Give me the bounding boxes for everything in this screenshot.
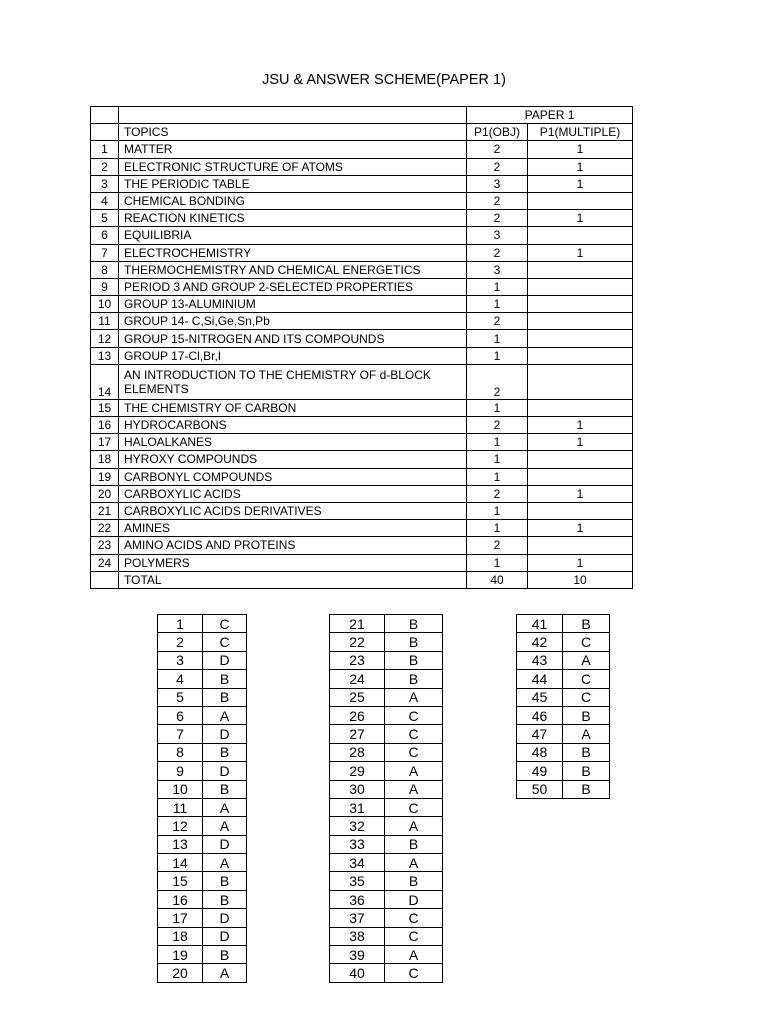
answer-row — [517, 706, 610, 724]
answer-letter: A — [203, 817, 247, 835]
answer-table-1 — [157, 614, 247, 983]
answer-row — [158, 725, 247, 743]
question-number: 1 — [158, 615, 203, 633]
total-label: TOTAL — [119, 571, 467, 588]
question-number: 17 — [158, 909, 203, 927]
obj-count: 1 — [467, 347, 528, 364]
multiple-count: 1 — [528, 244, 633, 261]
jsu-header-row-columns — [91, 124, 633, 141]
question-number: 25 — [330, 688, 385, 706]
obj-count: 2 — [467, 192, 528, 209]
answer-letter: C — [385, 909, 443, 927]
question-number: 13 — [158, 835, 203, 853]
topic-cell: CARBOXYLIC ACIDS — [119, 485, 467, 502]
answer-row — [330, 927, 443, 945]
answer-row — [330, 890, 443, 908]
row-number: 14 — [91, 364, 119, 399]
multiple-count — [528, 313, 633, 330]
multiple-count — [528, 399, 633, 416]
answer-row — [158, 633, 247, 651]
topic-cell: AN INTRODUCTION TO THE CHEMISTRY OF d-BLOCK ELEMENTS — [119, 364, 467, 399]
question-number: 9 — [158, 762, 203, 780]
row-number: 1 — [91, 141, 119, 158]
question-number: 47 — [517, 725, 563, 743]
table-row — [91, 399, 633, 416]
answer-row — [158, 743, 247, 761]
question-number: 40 — [330, 964, 385, 982]
answer-letter: B — [385, 633, 443, 651]
answer-row — [158, 706, 247, 724]
question-number: 8 — [158, 743, 203, 761]
row-number: 3 — [91, 175, 119, 192]
answer-letter: C — [203, 633, 247, 651]
answer-row — [158, 670, 247, 688]
table-row — [91, 554, 633, 571]
answer-row — [330, 854, 443, 872]
topic-cell: MATTER — [119, 141, 467, 158]
topic-cell: THERMOCHEMISTRY AND CHEMICAL ENERGETICS — [119, 261, 467, 278]
multiple-count — [528, 347, 633, 364]
answer-row — [330, 743, 443, 761]
answer-row — [158, 762, 247, 780]
answer-letter: B — [385, 615, 443, 633]
answer-letter: A — [385, 688, 443, 706]
row-number: 11 — [91, 313, 119, 330]
table-row — [91, 175, 633, 192]
obj-count: 1 — [467, 399, 528, 416]
table-row — [91, 227, 633, 244]
table-row — [91, 485, 633, 502]
row-number: 20 — [91, 485, 119, 502]
answer-letter: B — [203, 688, 247, 706]
question-number: 50 — [517, 780, 563, 798]
answer-letter: B — [203, 670, 247, 688]
obj-count: 2 — [467, 313, 528, 330]
multiple-header: P1(MULTIPLE) — [528, 124, 633, 141]
question-number: 38 — [330, 927, 385, 945]
answer-letter: A — [385, 854, 443, 872]
answer-letter: D — [203, 835, 247, 853]
question-number: 30 — [330, 780, 385, 798]
answer-row — [158, 909, 247, 927]
obj-count: 1 — [467, 502, 528, 519]
answer-row — [330, 946, 443, 964]
answer-letter: B — [563, 615, 610, 633]
answer-letter: A — [203, 964, 247, 982]
row-number: 17 — [91, 434, 119, 451]
question-number: 19 — [158, 946, 203, 964]
answer-table-2 — [329, 614, 443, 983]
question-number: 42 — [517, 633, 563, 651]
question-number: 39 — [330, 946, 385, 964]
answer-row — [517, 762, 610, 780]
answer-row — [158, 651, 247, 669]
multiple-count — [528, 261, 633, 278]
question-number: 15 — [158, 872, 203, 890]
answer-row — [158, 835, 247, 853]
answer-letter: C — [563, 688, 610, 706]
question-number: 12 — [158, 817, 203, 835]
paper-header: PAPER 1 — [467, 107, 633, 124]
obj-count: 2 — [467, 485, 528, 502]
obj-count: 2 — [467, 210, 528, 227]
obj-count: 2 — [467, 158, 528, 175]
jsu-header-row-paper — [91, 107, 633, 124]
topic-cell: GROUP 15-NITROGEN AND ITS COMPOUNDS — [119, 330, 467, 347]
multiple-count: 1 — [528, 175, 633, 192]
question-number: 28 — [330, 743, 385, 761]
row-number: 12 — [91, 330, 119, 347]
row-number: 2 — [91, 158, 119, 175]
answer-row — [158, 964, 247, 982]
topic-cell: HYDROCARBONS — [119, 417, 467, 434]
answer-letter: D — [203, 927, 247, 945]
row-number: 10 — [91, 296, 119, 313]
multiple-count — [528, 296, 633, 313]
question-number: 10 — [158, 780, 203, 798]
answer-row — [158, 798, 247, 816]
table-row — [91, 261, 633, 278]
question-number: 7 — [158, 725, 203, 743]
answer-letter: B — [385, 835, 443, 853]
question-number: 22 — [330, 633, 385, 651]
question-number: 21 — [330, 615, 385, 633]
answer-letter: B — [203, 780, 247, 798]
answer-row — [517, 651, 610, 669]
multiple-count: 1 — [528, 520, 633, 537]
answer-row — [330, 725, 443, 743]
topic-cell: HALOALKANES — [119, 434, 467, 451]
blank-cell — [91, 124, 119, 141]
question-number: 24 — [330, 670, 385, 688]
answer-letter: A — [203, 854, 247, 872]
multiple-count — [528, 192, 633, 209]
answer-letter: A — [203, 706, 247, 724]
answer-row — [330, 633, 443, 651]
answer-row — [517, 670, 610, 688]
multiple-count: 1 — [528, 417, 633, 434]
total-obj: 40 — [467, 571, 528, 588]
answer-letter: A — [563, 651, 610, 669]
multiple-count: 1 — [528, 554, 633, 571]
multiple-count — [528, 537, 633, 554]
question-number: 35 — [330, 872, 385, 890]
answer-letter: B — [385, 872, 443, 890]
question-number: 45 — [517, 688, 563, 706]
obj-count: 2 — [467, 537, 528, 554]
answer-table-3 — [516, 614, 610, 799]
answer-letter: B — [203, 872, 247, 890]
answer-letter: D — [203, 762, 247, 780]
row-number: 6 — [91, 227, 119, 244]
multiple-count — [528, 330, 633, 347]
multiple-count: 1 — [528, 210, 633, 227]
question-number: 32 — [330, 817, 385, 835]
question-number: 18 — [158, 927, 203, 945]
obj-count: 3 — [467, 227, 528, 244]
topic-cell: ELECTRONIC STRUCTURE OF ATOMS — [119, 158, 467, 175]
answer-row — [330, 835, 443, 853]
obj-count: 2 — [467, 244, 528, 261]
obj-count: 1 — [467, 451, 528, 468]
table-row — [91, 451, 633, 468]
total-multiple: 10 — [528, 571, 633, 588]
answer-letter: D — [385, 890, 443, 908]
topic-cell: CARBOXYLIC ACIDS DERIVATIVES — [119, 502, 467, 519]
answer-row — [158, 927, 247, 945]
answer-letter: C — [385, 927, 443, 945]
question-number: 49 — [517, 762, 563, 780]
question-number: 27 — [330, 725, 385, 743]
question-number: 5 — [158, 688, 203, 706]
topic-cell: ELECTROCHEMISTRY — [119, 244, 467, 261]
answer-letter: A — [385, 780, 443, 798]
answer-row — [330, 670, 443, 688]
answer-letter: B — [385, 651, 443, 669]
answer-row — [517, 615, 610, 633]
answer-row — [158, 615, 247, 633]
row-number: 18 — [91, 451, 119, 468]
answer-letter: A — [203, 798, 247, 816]
answer-letter: A — [385, 817, 443, 835]
answer-row — [330, 706, 443, 724]
topic-cell: EQUILIBRIA — [119, 227, 467, 244]
question-number: 46 — [517, 706, 563, 724]
question-number: 31 — [330, 798, 385, 816]
question-number: 29 — [330, 762, 385, 780]
answer-row — [330, 909, 443, 927]
answer-row — [517, 688, 610, 706]
multiple-count — [528, 227, 633, 244]
question-number: 33 — [330, 835, 385, 853]
answer-row — [158, 890, 247, 908]
answer-letter: C — [385, 798, 443, 816]
row-number: 13 — [91, 347, 119, 364]
row-number: 15 — [91, 399, 119, 416]
answer-row — [330, 798, 443, 816]
topic-cell: CHEMICAL BONDING — [119, 192, 467, 209]
row-number: 19 — [91, 468, 119, 485]
obj-count: 2 — [467, 417, 528, 434]
question-number: 34 — [330, 854, 385, 872]
row-number: 16 — [91, 417, 119, 434]
answer-letter: C — [385, 725, 443, 743]
obj-count: 3 — [467, 261, 528, 278]
obj-count: 2 — [467, 364, 528, 399]
question-number: 44 — [517, 670, 563, 688]
answer-letter: C — [563, 670, 610, 688]
row-number: 21 — [91, 502, 119, 519]
topic-cell: REACTION KINETICS — [119, 210, 467, 227]
obj-count: 1 — [467, 434, 528, 451]
row-number: 9 — [91, 278, 119, 295]
table-row — [91, 296, 633, 313]
answer-letter: B — [385, 670, 443, 688]
topic-cell: GROUP 17-Cl,Br,I — [119, 347, 467, 364]
answer-letter: A — [563, 725, 610, 743]
answer-letter: D — [203, 725, 247, 743]
multiple-count — [528, 468, 633, 485]
question-number: 20 — [158, 964, 203, 982]
multiple-count — [528, 451, 633, 468]
row-number: 24 — [91, 554, 119, 571]
obj-count: 1 — [467, 520, 528, 537]
multiple-count — [528, 278, 633, 295]
question-number: 41 — [517, 615, 563, 633]
question-number: 37 — [330, 909, 385, 927]
table-row — [91, 520, 633, 537]
question-number: 36 — [330, 890, 385, 908]
question-number: 3 — [158, 651, 203, 669]
question-number: 4 — [158, 670, 203, 688]
answer-row — [158, 688, 247, 706]
topic-cell: AMINO ACIDS AND PROTEINS — [119, 537, 467, 554]
table-row — [91, 468, 633, 485]
page-title: JSU & ANSWER SCHEME(PAPER 1) — [262, 72, 506, 88]
answer-row — [330, 780, 443, 798]
row-number: 8 — [91, 261, 119, 278]
answer-letter: A — [385, 946, 443, 964]
table-row — [91, 434, 633, 451]
table-row — [91, 278, 633, 295]
multiple-count: 1 — [528, 158, 633, 175]
answer-row — [158, 854, 247, 872]
question-number: 2 — [158, 633, 203, 651]
table-row — [91, 141, 633, 158]
answer-row — [330, 688, 443, 706]
question-number: 11 — [158, 798, 203, 816]
answer-letter: C — [385, 743, 443, 761]
answer-letter: B — [563, 706, 610, 724]
topics-header: TOPICS — [119, 124, 467, 141]
table-row — [91, 192, 633, 209]
answer-letter: C — [385, 964, 443, 982]
question-number: 6 — [158, 706, 203, 724]
multiple-count: 1 — [528, 485, 633, 502]
answer-letter: C — [203, 615, 247, 633]
topic-cell: POLYMERS — [119, 554, 467, 571]
answer-letter: D — [203, 651, 247, 669]
obj-count: 1 — [467, 468, 528, 485]
answer-row — [517, 780, 610, 798]
row-number: 4 — [91, 192, 119, 209]
blank-cell — [119, 107, 467, 124]
answer-letter: D — [203, 909, 247, 927]
question-number: 23 — [330, 651, 385, 669]
topic-cell: AMINES — [119, 520, 467, 537]
table-row — [91, 313, 633, 330]
table-row — [91, 244, 633, 261]
table-row — [91, 330, 633, 347]
obj-count: 1 — [467, 554, 528, 571]
topic-cell: PERIOD 3 AND GROUP 2-SELECTED PROPERTIES — [119, 278, 467, 295]
answer-letter: B — [563, 743, 610, 761]
topic-cell: HYROXY COMPOUNDS — [119, 451, 467, 468]
question-number: 43 — [517, 651, 563, 669]
obj-header: P1(OBJ) — [467, 124, 528, 141]
obj-count: 1 — [467, 278, 528, 295]
topic-cell: THE PERIODIC TABLE — [119, 175, 467, 192]
obj-count: 2 — [467, 141, 528, 158]
answer-row — [158, 872, 247, 890]
multiple-count — [528, 364, 633, 399]
row-number: 5 — [91, 210, 119, 227]
answer-row — [330, 615, 443, 633]
answer-letter: C — [563, 633, 610, 651]
jsu-table — [90, 106, 633, 589]
topic-cell: GROUP 13-ALUMINIUM — [119, 296, 467, 313]
answer-letter: B — [203, 890, 247, 908]
table-row — [91, 210, 633, 227]
table-row — [91, 347, 633, 364]
answer-letter: B — [203, 946, 247, 964]
total-row — [91, 571, 633, 588]
multiple-count: 1 — [528, 141, 633, 158]
answer-row — [158, 946, 247, 964]
table-row — [91, 417, 633, 434]
multiple-count — [528, 502, 633, 519]
blank-cell — [91, 571, 119, 588]
table-row — [91, 158, 633, 175]
question-number: 48 — [517, 743, 563, 761]
answer-row — [158, 817, 247, 835]
table-row — [91, 364, 633, 399]
answer-letter: B — [563, 780, 610, 798]
answer-letter: B — [203, 743, 247, 761]
blank-cell — [91, 107, 119, 124]
answer-row — [517, 725, 610, 743]
answer-letter: A — [385, 762, 443, 780]
answer-row — [330, 964, 443, 982]
topic-cell: THE CHEMISTRY OF CARBON — [119, 399, 467, 416]
row-number: 7 — [91, 244, 119, 261]
answer-row — [517, 743, 610, 761]
topic-cell: GROUP 14- C,Si,Ge,Sn,Pb — [119, 313, 467, 330]
multiple-count: 1 — [528, 434, 633, 451]
table-row — [91, 537, 633, 554]
question-number: 26 — [330, 706, 385, 724]
row-number: 22 — [91, 520, 119, 537]
answer-row — [517, 633, 610, 651]
answer-row — [330, 651, 443, 669]
table-row — [91, 502, 633, 519]
row-number: 23 — [91, 537, 119, 554]
question-number: 14 — [158, 854, 203, 872]
topic-cell: CARBONYL COMPOUNDS — [119, 468, 467, 485]
answer-row — [158, 780, 247, 798]
obj-count: 1 — [467, 296, 528, 313]
answer-row — [330, 872, 443, 890]
obj-count: 1 — [467, 330, 528, 347]
answer-letter: B — [563, 762, 610, 780]
answer-row — [330, 817, 443, 835]
question-number: 16 — [158, 890, 203, 908]
answer-row — [330, 762, 443, 780]
obj-count: 3 — [467, 175, 528, 192]
answer-letter: C — [385, 706, 443, 724]
